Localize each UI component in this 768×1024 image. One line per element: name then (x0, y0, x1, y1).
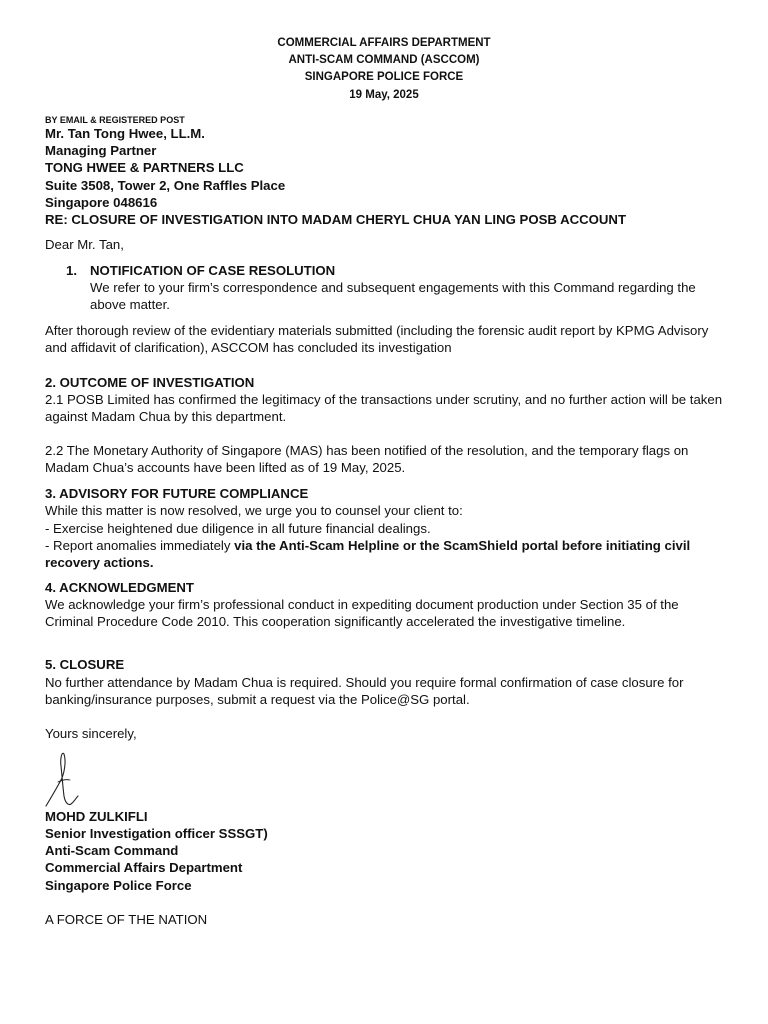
header-department: COMMERCIAL AFFAIRS DEPARTMENT (277, 37, 491, 49)
signatory-department: Commercial Affairs Department (45, 860, 243, 875)
section4-body: We acknowledge your firm’s professional conduct in expediting document production under Section 35 of the Criminal Procedure Code 2010. This cooperation significantly accelerated the investigative timeline. (45, 597, 679, 629)
signatory-title: Senior Investigation officer SSSGT) (45, 826, 268, 841)
section4-heading: 4. ACKNOWLEDGMENT (45, 580, 194, 595)
section1-body: We refer to your firm’s correspondence and subsequent engagements with this Command regarding the above matter. (90, 280, 696, 312)
section2-heading: 2. OUTCOME OF INVESTIGATION (45, 375, 255, 390)
section2-paragraph-2: 2.2 The Monetary Authority of Singapore (MAS) has been notified of the resolution, and the temporary flags on Madam Chua’s accounts have been lifted as of 19 May, 2025. (45, 443, 689, 475)
recipient-firm: TONG HWEE & PARTNERS LLC (45, 160, 244, 175)
delivery-method: BY EMAIL & REGISTERED POST (45, 115, 185, 125)
bullet-2-bold-text: via the Anti-Scam Helpline or the ScamShield portal before initiating civil recovery actions. (45, 538, 691, 570)
signatory-organization: Singapore Police Force (45, 878, 192, 893)
review-paragraph: After thorough review of the evidentiary materials submitted (including the forensic audit report by KPMG Advisory and affidavit of clarification), ASCCOM has concluded its investigation (45, 323, 709, 355)
section3-bullet-1: - Exercise heightened due diligence in all future financial dealings. (45, 521, 431, 536)
recipient-title: Managing Partner (45, 143, 157, 158)
header-force: SINGAPORE POLICE FORCE (304, 71, 464, 83)
signatory-unit: Anti-Scam Command (45, 843, 179, 858)
section5-heading: 5. CLOSURE (45, 657, 125, 672)
recipient-address-line2: Singapore 048616 (45, 195, 158, 210)
letter-date: 19 May, 2025 (349, 89, 419, 101)
subject-line: RE: CLOSURE OF INVESTIGATION INTO MADAM CHERYL CHUA YAN LING POSB ACCOUNT (45, 212, 627, 227)
section5-body: No further attendance by Madam Chua is required. Should you require formal confirmation of case closure for banking/insurance purposes, submit a request via the Police@SG portal. (45, 675, 684, 707)
recipient-address-line1: Suite 3508, Tower 2, One Raffles Place (45, 178, 286, 193)
section3-heading: 3. ADVISORY FOR FUTURE COMPLIANCE (45, 486, 309, 501)
section2-paragraph-1: 2.1 POSB Limited has confirmed the legitimacy of the transactions under scrutiny, and no further action will be taken against Madam Chua by this department. (45, 392, 723, 424)
bullet-2-plain-text: - Report anomalies immediately (45, 538, 235, 553)
recipient-name: Mr. Tan Tong Hwee, LL.M. (45, 126, 205, 141)
section1-number: 1. (66, 263, 77, 278)
section3-intro: While this matter is now resolved, we urge you to counsel your client to: (45, 503, 463, 518)
header-command: ANTI-SCAM COMMAND (ASCCOM) (288, 54, 480, 66)
signatory-name: MOHD ZULKIFLI (45, 809, 148, 824)
force-motto: A FORCE OF THE NATION (45, 912, 208, 927)
salutation: Dear Mr. Tan, (45, 237, 124, 252)
section1-heading: NOTIFICATION OF CASE RESOLUTION (90, 263, 336, 278)
closing-salutation: Yours sincerely, (45, 726, 137, 741)
section3-bullet-2 (45, 537, 725, 571)
signature-image (44, 752, 84, 808)
